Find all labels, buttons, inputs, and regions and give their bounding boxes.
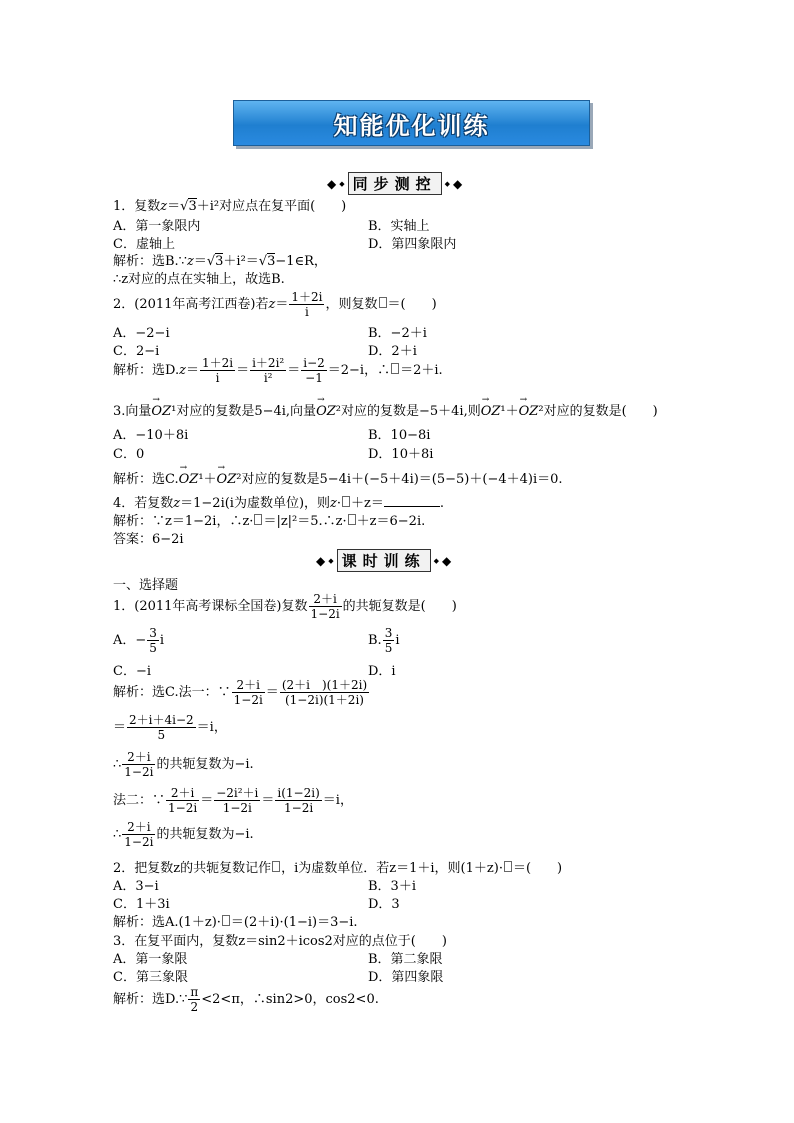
- banner-title: 知能优化训练: [333, 111, 490, 140]
- question-line: 4．若复数z＝1−2i(i为虚数单位)，则z· ＋z＝ .: [113, 496, 445, 511]
- solution-line: 解析：选B.∵z＝√3＋i²＝√3−1∈R，: [113, 254, 327, 269]
- option: A．第一象限: [113, 952, 188, 967]
- section-header-lesson: [316, 549, 451, 572]
- solution-line: 解析：∵z＝1−2i，∴z· ＝|z|²＝5.∴z· ＋z＝6−2i.: [113, 514, 426, 529]
- option: D．第四象限内: [368, 237, 457, 252]
- option: B．−2＋i: [368, 326, 427, 341]
- option: A．− $\frac{3}{5}$ i: [113, 626, 165, 655]
- diamond-icon: ◆: [328, 556, 334, 565]
- section-header-sync: [327, 172, 462, 195]
- solution-line: ∴ $\frac{2+i}{1-2i}$ 的共轭复数为−i.: [113, 820, 254, 849]
- option: C．2−i: [113, 344, 160, 359]
- diamond-icon: ◆: [442, 553, 452, 568]
- placeholder-glyph: [272, 861, 280, 872]
- option: B．实轴上: [368, 219, 430, 234]
- placeholder-glyph: [348, 514, 356, 525]
- diamond-icon: ◆: [327, 176, 337, 191]
- option: A．3−i: [113, 879, 159, 894]
- option: B．10−8i: [368, 428, 431, 443]
- option: C．1＋3i: [113, 897, 170, 912]
- option: D．第四象限: [368, 970, 444, 985]
- solution-line: 法二：∵ $\frac{2+i}{1-2i}$ ＝ $\frac{\text{−2i²＋i}}{1-2i}$ ＝ $\frac{i(1-2i)}{1-2i}$ ＝i，: [113, 786, 353, 815]
- question-line: 3.向量→ OZ¹对应的复数是5−4i,向量→ OZ²对应的复数是−5＋4i,则→ OZ¹＋→ OZ²对应的复数是( ): [113, 400, 658, 419]
- solution-line: 解析：选A.(1＋z)· ＝(2＋i)·(1−i)＝3−i.: [113, 915, 358, 930]
- diamond-icon: ◆: [453, 176, 463, 191]
- solution-line: ∴z对应的点在实轴上，故选B.: [113, 272, 285, 287]
- placeholder-glyph: [391, 363, 399, 374]
- placeholder-glyph: [254, 514, 262, 525]
- option: B. $\frac{3}{5}$ i: [368, 626, 400, 655]
- option: B．3＋i: [368, 879, 416, 894]
- option: B．第二象限: [368, 952, 443, 967]
- question-line: 1．复数z＝√3＋i²对应点在复平面( ): [113, 199, 347, 214]
- solution-line: ＝ $\frac{2+i+4i-2}{5}$ ＝i，: [113, 713, 227, 742]
- option: D．3: [368, 897, 400, 912]
- option: D．2＋i: [368, 344, 417, 359]
- answer-blank: [384, 505, 440, 507]
- placeholder-glyph: [504, 861, 512, 872]
- option: A．−2−i: [113, 326, 170, 341]
- solution-line: 解析：选D.∵ $\frac{\pi}{2}$ <2<π，∴sin2>0，cos2<0.: [113, 985, 379, 1014]
- solution-line: 解析：选D.z＝ $\frac{1+2i}{i}$ ＝ $\frac{\text{i＋2i²}}{\text{i²}}$ ＝ $\frac{i-2}{-1}$ ＝2−i，∴ ＝2＋i.: [113, 356, 443, 385]
- diamond-icon: ◆: [433, 556, 440, 565]
- placeholder-glyph: [379, 297, 387, 308]
- option: A．第一象限内: [113, 219, 201, 234]
- banner: [233, 100, 590, 146]
- question-line: 3．在复平面内，复数z＝sin2＋icos2对应的点位于( ): [113, 934, 447, 949]
- option: D．10＋8i: [368, 447, 434, 462]
- diamond-icon: ◆: [316, 553, 326, 568]
- option: C．0: [113, 447, 145, 462]
- option: C．虚轴上: [113, 237, 175, 252]
- option: C．−i: [113, 664, 151, 679]
- group-title: 一、选择题: [113, 578, 179, 593]
- section-title: 课时训练: [337, 549, 431, 572]
- solution-line: ∴ $\frac{2+i}{1-2i}$ 的共轭复数为−i.: [113, 750, 254, 779]
- question-line: 1．(2011年高考课标全国卷)复数 $\frac{2+i}{1-2i}$ 的共轭复数是( ): [113, 592, 457, 621]
- solution-line: 解析：选C.→ OZ¹＋→ OZ²对应的复数是5−4i＋(−5＋4i)＝(5−5)＋(−4＋4)i＝0.: [113, 468, 563, 487]
- diamond-icon: ◆: [339, 179, 345, 188]
- option: C．第三象限: [113, 970, 188, 985]
- section-title: 同步测控: [348, 172, 442, 195]
- option: A．−10＋8i: [113, 428, 189, 443]
- question-line: 2．把复数z的共轭复数记作 ，i为虚数单位．若z＝1＋i，则(1＋z)· ＝( ): [113, 861, 563, 876]
- answer-line: 答案：6−2i: [113, 532, 184, 547]
- solution-line: 解析：选C.法一：∵ $\frac{2+i}{1-2i}$ ＝ $\frac{(2+i )(1+2i)}{(1-2i)(1+2i)}$: [113, 678, 368, 707]
- placeholder-glyph: [222, 915, 230, 926]
- placeholder-glyph: [342, 496, 350, 507]
- diamond-icon: ◆: [444, 179, 451, 188]
- question-line: 2．(2011年高考江西卷)若z＝ $\frac{1+2i}{i}$ ，则复数 ＝( ): [113, 290, 437, 319]
- option: D．i: [368, 664, 396, 679]
